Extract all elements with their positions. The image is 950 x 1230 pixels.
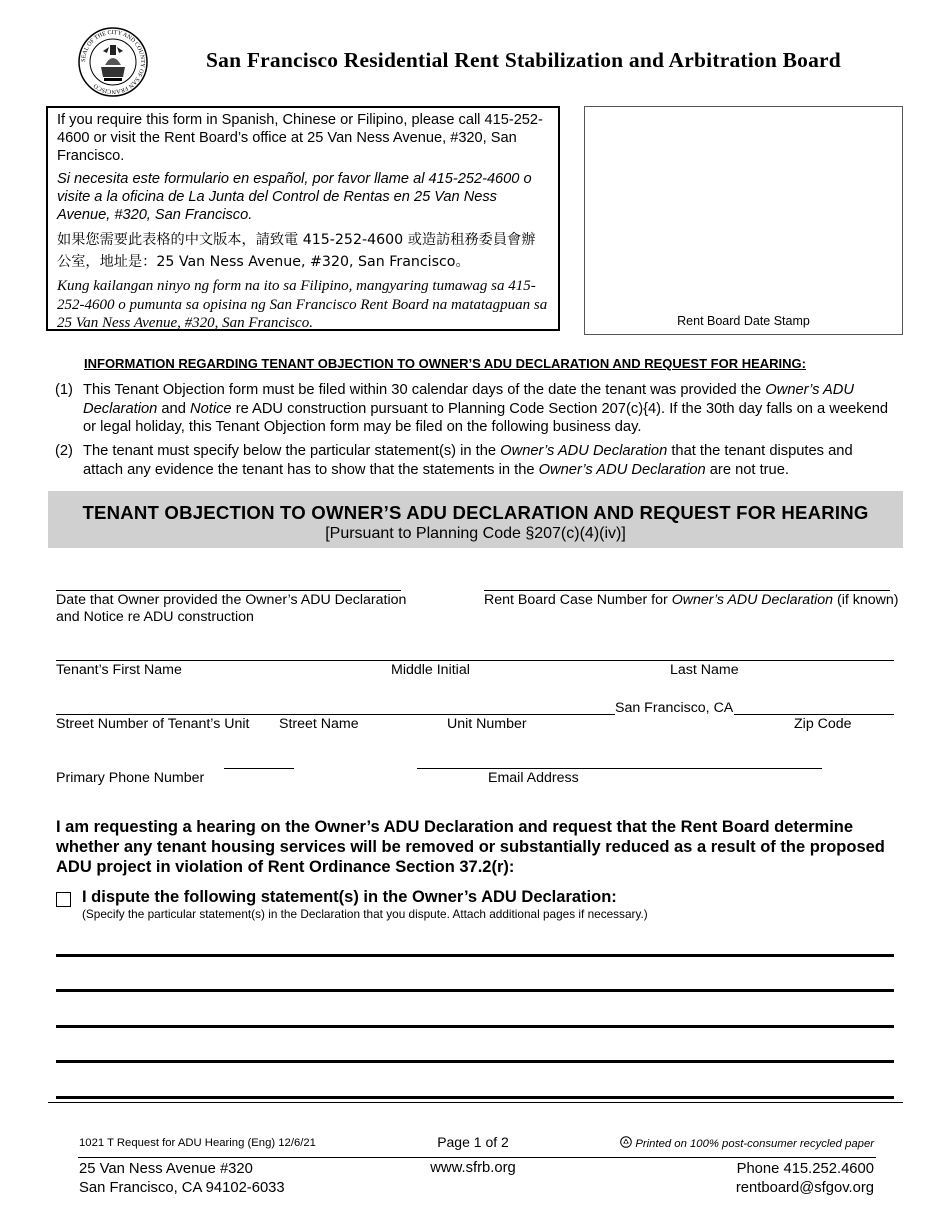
- info-item-1: [55, 381, 895, 437]
- english-notice: If you require this form in Spanish, Chinese or Filipino, please call 415-252-4600 or visit the Rent Board’s office at 25 Van Ness Avenue, #320, San Francisco.: [57, 112, 543, 164]
- office-address: 25 Van Ness Avenue #320 San Francisco, CA 94102-6033: [79, 1161, 285, 1196]
- recycle-icon: [620, 1136, 632, 1148]
- dispute-writing-line[interactable]: [56, 989, 894, 992]
- recycled-notice: [620, 1136, 874, 1150]
- info-text-italic: Notice: [189, 400, 232, 417]
- case-number-field[interactable]: [484, 590, 890, 591]
- unit-number-label: Unit Number: [447, 716, 527, 732]
- info-item-number: (2): [55, 443, 73, 459]
- form-id: 1021 T Request for ADU Hearing (Eng) 12/6/21: [79, 1137, 316, 1149]
- email-label: Email Address: [488, 770, 579, 786]
- street-address-field[interactable]: [56, 714, 615, 715]
- info-item-number: (1): [55, 382, 73, 398]
- zip-code-label: Zip Code: [794, 716, 852, 732]
- info-text: and: [157, 400, 190, 417]
- city-state-text: San Francisco, CA: [615, 700, 734, 716]
- svg-text:SEAL OF THE CITY AND COUNTY OF: SEAL OF THE CITY AND COUNTY OF SAN FRANCISCO: [80, 29, 146, 95]
- date-provided-label: Date that Owner provided the Owner’s ADU Declaration and Notice re ADU construction: [56, 592, 407, 625]
- first-name-label: Tenant’s First Name: [56, 662, 182, 678]
- chinese-notice: 如果您需要此表格的中文版本，請致電 415-252-4600 或造訪租務委員會辦公室，地址是：25 Van Ness Avenue, #320, San Francisco。: [57, 232, 536, 270]
- city-seal-logo: [75, 27, 151, 97]
- phone-field[interactable]: [224, 768, 294, 769]
- info-heading: INFORMATION REGARDING TENANT OBJECTION TO OWNER’S ADU DECLARATION AND REQUEST FOR HEARING:: [84, 356, 806, 371]
- email-link[interactable]: rentboard@sfgov.org: [735, 1180, 874, 1196]
- spanish-notice: Si necesita este formulario en español, por favor llame al 415-252-4600 o visite a la oficina de La Junta del Control de Rentas en 25 Van Ness Avenue, #320, San Francisco.: [57, 171, 532, 223]
- email-field[interactable]: [417, 768, 822, 769]
- dispute-writing-line[interactable]: [56, 1096, 894, 1099]
- dispute-writing-line[interactable]: [56, 1025, 894, 1028]
- dispute-writing-line[interactable]: [56, 954, 894, 957]
- page-number: Page 1 of 2: [437, 1134, 509, 1150]
- dispute-writing-line[interactable]: [56, 1060, 894, 1063]
- form-subtitle: [Pursuant to Planning Code §207(c)(4)(iv)]: [325, 525, 626, 542]
- tenant-name-field[interactable]: [56, 660, 894, 661]
- filipino-notice: Kung kailangan ninyo ng form na ito sa Filipino, mangyaring tumawag sa 415-252-4600 o pumunta sa opisina ng San Francisco Rent Board na matatagpuan sa 25 Van Ness Avenue, #320, San Francisco.: [57, 278, 548, 331]
- zip-code-field[interactable]: [734, 714, 894, 715]
- phone-number: Phone 415.252.4600: [736, 1161, 874, 1177]
- dispute-note: (Specify the particular statement(s) in the Declaration that you dispute. Attach additional pages if necessary.): [82, 907, 648, 921]
- info-text: that the tenant disputes and attach any evidence the tenant has to show that the statements in the: [83, 443, 853, 478]
- language-assistance-box: [46, 106, 560, 331]
- info-text: re ADU construction pursuant to Planning Code Section 207(c){4). If the 30th day falls on a weekend or legal holiday, this Tenant Objection form may be filed on the following business day.: [83, 400, 889, 435]
- footer-divider: [48, 1102, 903, 1103]
- date-provided-field[interactable]: [56, 590, 401, 591]
- info-text: The tenant must specify below the particular statement(s) in the: [83, 443, 501, 459]
- form-title: TENANT OBJECTION TO OWNER’S ADU DECLARATION AND REQUEST FOR HEARING: [82, 502, 869, 523]
- info-text-italic: Owner’s ADU Declaration: [83, 382, 854, 417]
- info-text: are not true.: [705, 461, 789, 478]
- website-link[interactable]: www.sfrb.org: [430, 1160, 516, 1176]
- dispute-heading: I dispute the following statement(s) in the Owner’s ADU Declaration:: [82, 888, 617, 906]
- info-item-2: [55, 442, 895, 479]
- street-number-label: Street Number of Tenant’s Unit: [56, 716, 250, 732]
- board-title: San Francisco Residential Rent Stabilization and Arbitration Board: [206, 48, 841, 72]
- dispute-checkbox[interactable]: [56, 892, 71, 907]
- middle-initial-label: Middle Initial: [391, 662, 470, 678]
- case-number-label: Rent Board Case Number for Owner’s ADU Declaration (if known): [484, 592, 899, 608]
- recycled-text: Printed on 100% post-consumer recycled paper: [635, 1138, 874, 1150]
- info-text-italic: Owner’s ADU Declaration: [500, 443, 668, 459]
- phone-label: Primary Phone Number: [56, 770, 205, 786]
- form-title-band: [48, 491, 903, 548]
- date-stamp-box: [584, 106, 903, 335]
- info-text: This Tenant Objection form must be filed within 30 calendar days of the date the tenant was provided the: [83, 382, 766, 398]
- hearing-request-statement: I am requesting a hearing on the Owner’s ADU Declaration and request that the Rent Board determine whether any tenant housing services will be removed or substantially reduced as a result of the proposed ADU project in violation of Rent Ordinance Section 37.2(r):: [56, 818, 885, 876]
- info-text-italic: Owner’s ADU Declaration: [538, 461, 706, 478]
- footer-divider-thin: [78, 1157, 876, 1158]
- street-name-label: Street Name: [279, 716, 359, 732]
- last-name-label: Last Name: [670, 662, 739, 678]
- date-stamp-label: Rent Board Date Stamp: [677, 314, 810, 328]
- contact-info: [736, 1160, 874, 1198]
